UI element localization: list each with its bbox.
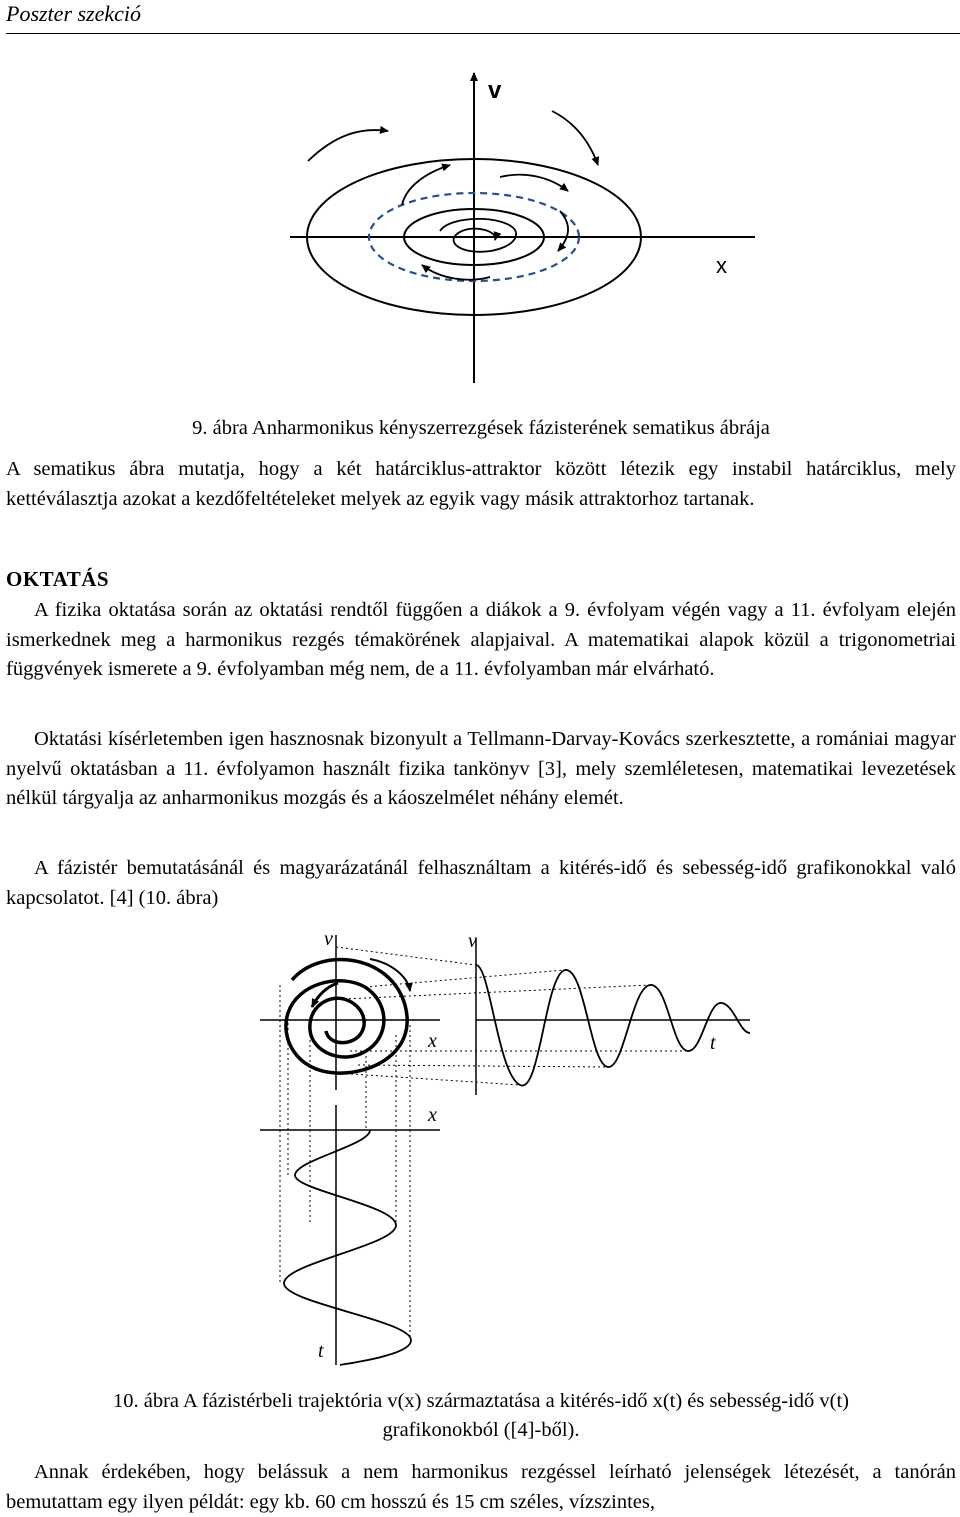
section-title: OKTATÁS [6,567,110,591]
paragraph-2: A fizika oktatása során az oktatási rendtől függően a diákok a 9. évfolyam végén vagy a 11. évfolyam elején ismerkednek meg a harmonikus rezgés témakörének alapjaival. A matematikai alapok közül a trigonometriai függvények ismerete a 9. évfolyamban még nem, de a 11. évfolyamban már elvárható. [6,599,956,680]
paragraph-5: Annak érdekében, hogy belássuk a nem harmonikus rezgéssel leírható jelenségek létezését, a tanórán bemutattam egy ilyen példát: egy kb. 60 cm hosszú és 15 cm széles, vízszintes, [6,1461,956,1513]
paragraph-1: A sematikus ábra mutatja, hogy a két határciklus-attraktor között létezik egy instabil határciklus, mely kettéválasztja azokat a kezdőfeltételeket melyek az egyik vagy másik attraktorhoz tartanak. [6,458,956,510]
xt-damped-wave [284,1130,411,1365]
vt-v-label: v [468,930,477,952]
phase-spiral [286,960,407,1074]
trajectory-arrow [402,165,450,205]
paragraph-4: A fázistér bemutatásánál és magyarázatánál felhasználtam a kitérés-idő és sebesség-idő grafikonokkal való kapcsolatot. [4] (10. ábra) [6,857,956,909]
phase-v-label: v [324,928,333,950]
xt-x-label: x [428,1104,437,1126]
figure-10-caption-line-1: 10. ábra A fázistérbeli trajektória v(x) származtatása a kitérés-idő x(t) és sebesség-idő v(t) [113,1390,849,1412]
vt-t-label: t [710,1032,716,1054]
running-title: Poszter szekció [6,1,142,26]
figure-9-phase-space [290,65,760,390]
figure-9-caption: 9. ábra Anharmonikus kényszerrezgések fázisterének sematikus ábrája [192,417,770,439]
running-header [6,0,960,34]
trajectory-arrow [422,265,490,280]
figure-10-derivation [240,925,760,1375]
vt-damped-wave [476,965,750,1086]
inner-spiral [440,219,516,252]
trajectory-arrow [552,111,598,165]
trajectory-arrow [308,130,388,161]
xt-t-label: t [318,1340,324,1362]
x-axis-label: x [716,253,727,278]
v-axis-label: v [488,77,502,104]
projection-lines [280,947,688,1340]
trajectory-arrow [500,175,568,191]
paragraph-3: Oktatási kísérletemben igen hasznosnak bizonyult a Tellmann-Darvay-Kovács szerkesztette, a romániai magyar nyelvű oktatásban a 11. évfolyamon használt fizika tankönyv [3], mely szemléletesen, matematikai levezetések nélkül tárgyalja az anharmonikus mozgás és a káoszelmélet néhány elemét. [6,728,956,809]
phase-x-label: x [428,1030,437,1052]
figure-10-caption-line-2: grafikonokból ([4]-ből). [382,1419,580,1441]
